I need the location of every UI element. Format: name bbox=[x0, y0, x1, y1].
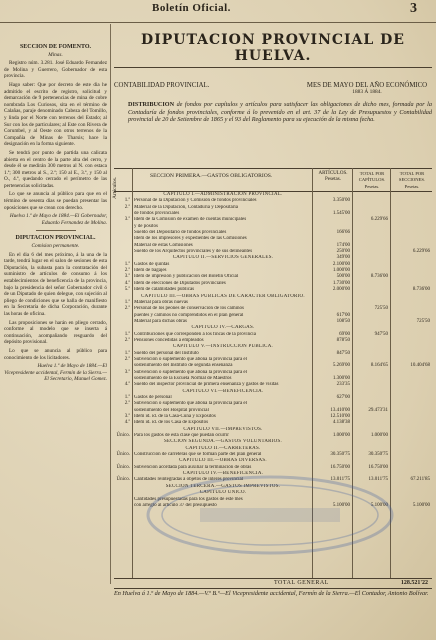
fiscal-year: 1883 Á 1884. bbox=[352, 89, 382, 95]
row-section-amount: 8.736'00 bbox=[412, 287, 430, 293]
total-value: 128.521'22 bbox=[400, 580, 428, 586]
row-article-amount: 12.510'00 bbox=[330, 414, 350, 420]
row-concept: Cantidades reintegradas á objetos de interés provincial bbox=[134, 477, 244, 483]
row-article-amount: 250'00 bbox=[336, 249, 350, 255]
row-article-amount: 5.269'00 bbox=[332, 363, 350, 369]
row-article-amount: 30.350'75 bbox=[330, 452, 350, 458]
row-article-number: 2.º bbox=[124, 356, 130, 362]
row-concept: Sueldo del inspector provincial de primera enseñanza y gastos de visitas bbox=[134, 382, 279, 388]
row-article-amount: 627'00 bbox=[336, 395, 350, 400]
row-chapter-amount: 16.750'00 bbox=[368, 464, 388, 470]
row-concept: Gastos de personal bbox=[134, 395, 172, 400]
row-concept: CAPÍTULO III.—OBRAS PÚBLICAS DE CARÁCTER OBLIGATORIO. bbox=[141, 293, 305, 299]
row-article-number: 2.º bbox=[124, 401, 130, 407]
header-articles-label: ARTÍCULOS. bbox=[318, 171, 348, 176]
row-article-amount: 1.300'00 bbox=[332, 375, 350, 381]
row-concept: Pensiones concedidas á empleados bbox=[134, 337, 204, 343]
row-article-amount: 1.545'00 bbox=[332, 211, 350, 217]
row-chapter-amount: 30.350'75 bbox=[368, 452, 388, 458]
row-chapter-amount: 947'50 bbox=[374, 331, 388, 337]
fomento-paragraph: Hago saber: Que por decreto de este dia he admitido el escrito de registro, solicitud y demarcación de 9 pertenencias de mina de cobre nombrada Los Curiosos, sita en el término de Calañas, paraje denominado Cabeza del Tomillo, y linda por el Norte con terrenos del Estado; al Sur con los de particulares; al Este con Rivera de Corumbel, y al Oeste con otros terrenos de la Compañía de Minas de Tharsis; hace la designación en la forma siguiente. bbox=[4, 81, 107, 148]
row-concept: CAPÍTULO V.—INSTRUCCION PÚBLICA. bbox=[172, 344, 274, 350]
left-column bbox=[4, 42, 107, 385]
row-concept: CAPÍTULO VII.—IMPREVISTOS. bbox=[183, 426, 263, 432]
row-article-amount: 2.100'00 bbox=[332, 261, 350, 267]
row-chapter-amount: 5.100'00 bbox=[370, 502, 388, 508]
row-concept: Cantidades presupuestadas para los gastos de este mes bbox=[134, 496, 243, 502]
row-concept: Personal de la Diputación y Comisión de fondos provinciales bbox=[134, 198, 257, 204]
right-column bbox=[114, 26, 432, 124]
row-concept: CAPÍTULO II.—CARRETERAS. bbox=[185, 445, 261, 451]
section-diputacion-subtitle: Comision permanente. bbox=[31, 243, 80, 250]
header-title: Boletín Oficial. bbox=[152, 2, 231, 14]
page-header bbox=[0, 0, 436, 23]
distribution-text: de fondos por capítulos y artículos para satisfacer las obligaciones de dicho mes, formada por la Contaduría de fondos provinciales, conforme á lo prevenido en el art. 37 de la Ley de Presupuestos y Contabilidad provincial de 20 de Setiembre de 1865 y el 93 del Reglamento para su ejecución de la misma fecha. bbox=[128, 101, 432, 124]
row-article-number: 2.º bbox=[124, 306, 130, 312]
subheading-line bbox=[114, 82, 432, 95]
row-chapter-amount: 13.011'75 bbox=[368, 477, 388, 483]
row-concept: Para los gastos de esta clase que puedan ocurrir bbox=[134, 433, 229, 439]
header-chapters-label: TOTAL POR CAPÍTULOS. bbox=[358, 171, 386, 183]
row-section-amount: 67.211'85 bbox=[410, 477, 430, 483]
row-section-amount: 5.100'00 bbox=[412, 502, 430, 508]
row-article-amount: 500'00 bbox=[336, 274, 350, 280]
row-chapter-amount: 29.473'31 bbox=[368, 407, 388, 413]
distribution-intro bbox=[128, 101, 432, 124]
row-article-amount: 174'00 bbox=[336, 242, 350, 248]
diputacion-paragraph: En el dia 6 del mes próximo, á la una de la tarde, tendrá lugar en el salon de sesiones de esta Diputación, la subasta para la contratación del suministro de artículos de consumo á los establecimientos de beneficencia de la provincia, bajo la presidencia del señor Gobernador civil ó de un Diputado de quien delegue, con sujeción al pliego de condiciones que se halla de manifiesto en la Secretaría de dicha Corporación, durante las horas de oficina. bbox=[4, 251, 107, 317]
row-concept: sostenimiento de la Escuela Normal de Maestros bbox=[134, 375, 232, 381]
side-label: Artículos. bbox=[112, 176, 118, 199]
main-title: DIPUTACION PROVINCIAL DE HUELVA. bbox=[114, 26, 432, 68]
row-article-number: Único. bbox=[116, 452, 130, 458]
row-concept: CAPÍTULO II.—SERVICIOS GENERALES. bbox=[172, 255, 274, 261]
row-concept: Idem de calamidades públicas bbox=[134, 287, 195, 293]
row-chapter-amount: 6.229'66 bbox=[370, 217, 388, 223]
row-concept: Subvención ó suplemento que abona la provincia para el bbox=[134, 401, 248, 407]
row-article-number: 5.º bbox=[124, 287, 130, 293]
row-article-number: 2.º bbox=[124, 204, 130, 210]
row-article-amount: 166'66 bbox=[336, 230, 350, 236]
unit-label: Pesetas. bbox=[404, 183, 420, 189]
row-article-amount: 13.011'75 bbox=[330, 477, 350, 483]
row-chapter-amount: 725'50 bbox=[374, 306, 388, 312]
row-article-amount: 4.138'38 bbox=[332, 420, 350, 426]
row-concept: Idem de elecciones de Diputados provinciales bbox=[134, 280, 226, 286]
row-article-amount: 3.350'00 bbox=[332, 198, 350, 204]
row-concept: Material para obras nuevas bbox=[134, 299, 189, 305]
table-row bbox=[114, 503, 432, 509]
diputacion-paragraph: Las proposiciones se harán en pliego cerrado, conforme al modelo que se inserta á continuación, acompañando resguardo del depósito provisional. bbox=[4, 319, 107, 346]
row-article-amount: 5.100'00 bbox=[332, 502, 350, 508]
row-concept: Gastos de quintas bbox=[134, 261, 170, 267]
row-concept: Sueldo de los Arquitectos provinciales y de sus delineantes bbox=[134, 249, 253, 255]
row-concept: Construcción de carreteras que se forman parte del plan general bbox=[134, 452, 262, 458]
row-article-amount: 1.000'00 bbox=[332, 268, 350, 274]
row-article-amount: 16.750'00 bbox=[330, 464, 350, 470]
row-concept: y de pósitos bbox=[134, 223, 158, 229]
row-concept: Idem de los impresores y expedientes de las Comisiones bbox=[134, 236, 247, 242]
row-article-number: 3.º bbox=[124, 217, 130, 223]
footer-signature: En Huelva á 1.º de Mayo de 1884.—V.º B.º—El Vicepresidente accidental, Fermín de la Sierra.—El Contador, Antonio Bolívar. bbox=[114, 590, 429, 597]
row-article-amount: 1.000'00 bbox=[332, 433, 350, 439]
row-concept: Idem de impresión y publicación del Boletín Oficial bbox=[134, 274, 239, 280]
budget-table bbox=[114, 168, 432, 509]
row-concept: Material para dichas obras bbox=[134, 318, 187, 324]
section-fomento-title: SECCION DE FOMENTO. bbox=[19, 44, 92, 50]
fomento-signature: Huelva 1.º de Mayo de 1884.—El Gobernador, Eduardo Fernandez de Molina. bbox=[9, 213, 107, 226]
row-article-number: 4.º bbox=[124, 420, 130, 426]
row-concept: CAPÍTULO III.—OBRAS DIVERSAS. bbox=[179, 458, 267, 464]
header-concept: SECCION PRIMERA.—GASTOS OBLIGATORIOS. bbox=[150, 173, 273, 179]
row-section-amount: 10.404'68 bbox=[410, 363, 430, 369]
row-concept: Subvención acordada para auxiliar la terminación de obras bbox=[134, 464, 252, 470]
header-sections bbox=[392, 171, 432, 190]
row-concept: CAPÍTULO IV.—BENEFICENCIA. bbox=[182, 471, 264, 477]
row-article-number: 3.º bbox=[124, 274, 130, 280]
row-article-number: 4.º bbox=[124, 280, 130, 286]
row-article-amount: 69'00 bbox=[339, 331, 350, 337]
total-label: TOTAL GENERAL bbox=[274, 580, 329, 586]
unit-label: Pesetas. bbox=[325, 177, 341, 183]
fomento-paragraph: Registro núm. 3.281. José Eduardo Fernandez de Molina y Guerrero, Gobernador de esta provincia. bbox=[4, 60, 107, 80]
row-article-number: 1.º bbox=[124, 395, 130, 400]
row-chapter-amount: 1.000'00 bbox=[370, 433, 388, 439]
row-concept: Subvención ó suplemento que abona la provincia para el bbox=[134, 356, 248, 362]
row-article-number: Único. bbox=[116, 433, 130, 439]
fomento-paragraph: Se tendrá por punto de partida una calicata abierta en el centro de la parte alta del cerro, y desde él se medirán 300 metros al N. con estaca 1.ª; 300 metros al S., 2.ª; 150 al E., 3.ª, y 150 al O., 4.ª, quedando cerrado el perímetro de las pertenencias solicitadas. bbox=[4, 149, 107, 189]
diputacion-signature: Huelva 1.º de Mayo de 1884.—El Vicepresidente accidental, Fermín de la Sierra.—El Secretario, Manuel Gomez. bbox=[4, 363, 107, 383]
header-sections-label: TOTAL POR SECCIONES. bbox=[398, 171, 426, 183]
row-concept: sostenimiento del Instituto de segunda enseñanza bbox=[134, 363, 233, 369]
row-article-number: 1.º bbox=[124, 261, 130, 267]
row-concept: CAPÍTULO I.—ADMINISTRACION PROVINCIAL. bbox=[163, 192, 283, 197]
row-article-number: 1.º bbox=[124, 350, 130, 356]
row-chapter-amount: 8.736'00 bbox=[370, 274, 388, 280]
row-article-amount: 233'35 bbox=[336, 382, 350, 388]
table-body bbox=[114, 192, 432, 509]
fomento-paragraph: Lo que se anuncia al público para que en el término de sesenta dias se puedan presentar las oposiciones que se crean con derecho. bbox=[4, 191, 107, 211]
row-article-number: Único. bbox=[116, 464, 130, 470]
row-concept: sostenimiento del Hospital provincial bbox=[134, 407, 209, 413]
row-article-amount: 1.730'00 bbox=[332, 280, 350, 286]
row-concept: de fondos provinciales bbox=[134, 211, 180, 217]
row-section-amount: 6.229'66 bbox=[412, 249, 430, 255]
divider bbox=[36, 230, 76, 231]
row-concept: CAPÍTULO ÚNICO. bbox=[199, 490, 247, 496]
accounting-label: CONTABILIDAD PROVINCIAL. bbox=[114, 82, 210, 89]
row-concept: Sueldo del personal del Instituto bbox=[134, 350, 199, 356]
diputacion-paragraph: Lo que se anuncia al público para conocimiento de los licitadores. bbox=[4, 347, 107, 361]
row-concept: SECCION TERCERA.—GASTOS IMPREVISTOS. bbox=[165, 483, 281, 489]
row-article-amount: 878'50 bbox=[336, 337, 350, 343]
row-article-amount: 13.410'00 bbox=[330, 407, 350, 413]
month-label bbox=[302, 82, 432, 95]
row-concept: con arreglo al artículo 37 del presupuesto bbox=[134, 502, 217, 508]
row-article-number: 2.º bbox=[124, 337, 130, 343]
row-chapter-amount: 8.164'65 bbox=[370, 363, 388, 369]
row-concept: CAPÍTULO VI.—BENEFICENCIA. bbox=[182, 388, 264, 394]
column-divider bbox=[110, 24, 111, 584]
row-concept: Material de la Diputación, Contaduría y Depositaría bbox=[134, 204, 238, 210]
page-number: 3 bbox=[410, 1, 417, 16]
row-concept: Sueldo del Depositario de fondos provinciales bbox=[134, 230, 227, 236]
row-article-amount: 847'50 bbox=[336, 350, 350, 356]
row-article-number: 1.º bbox=[124, 198, 130, 204]
section-fomento-subtitle: Minas. bbox=[48, 51, 63, 58]
row-article-number: 1.º bbox=[124, 299, 130, 305]
row-article-amount: 108'50 bbox=[336, 318, 350, 324]
row-article-amount: 2.000'00 bbox=[332, 287, 350, 293]
row-concept: Contribuciones que corresponden á los fincas de la provincia bbox=[134, 331, 256, 337]
row-concept: CAPÍTULO IV.—CARGAS. bbox=[191, 325, 255, 331]
row-article-number: Único. bbox=[116, 477, 130, 483]
row-article-number: 3.º bbox=[124, 414, 130, 420]
row-concept: Idem id. id. de la Casa-Cuna y Expósitos bbox=[134, 414, 216, 420]
row-concept: Idem id. id. de los Casa de Expósitos bbox=[134, 420, 209, 426]
row-concept: Personal de los peones de conservación de los caminos bbox=[134, 306, 244, 312]
row-article-number: 3.º bbox=[124, 369, 130, 375]
month-text: MES DE MAYO DEL AÑO ECONÓMICO bbox=[306, 82, 428, 89]
distribution-label: DISTRIBUCION bbox=[128, 101, 175, 108]
header-articles bbox=[314, 171, 352, 184]
row-article-number: 2.º bbox=[124, 268, 130, 274]
total-row bbox=[114, 578, 432, 589]
row-concept: Idem de bagajes bbox=[134, 268, 167, 274]
row-article-number: 1.º bbox=[124, 331, 130, 337]
header-chapters bbox=[354, 171, 390, 190]
row-concept: Subvención ó suplemento que abona la provincia para el bbox=[134, 369, 248, 375]
section-diputacion-title: DIPUTACION PROVINCIAL. bbox=[15, 235, 96, 242]
row-article-amount: 617'00 bbox=[336, 312, 350, 318]
row-concept: Idem de la Comisión de exámen de cuentas municipales bbox=[134, 217, 247, 223]
row-article-amount: 349'00 bbox=[336, 255, 350, 261]
row-section-amount: 725'50 bbox=[416, 318, 430, 324]
row-concept: SECCION SEGUNDA.—GASTOS VOLUNTARIOS. bbox=[163, 439, 283, 445]
row-article-number: 4.º bbox=[124, 382, 130, 388]
unit-label: Pesetas. bbox=[364, 183, 380, 189]
row-concept: Material de estas Comisiones bbox=[134, 242, 193, 248]
row-concept: puentes y caminos no comprendidos en el plan general bbox=[134, 312, 244, 318]
